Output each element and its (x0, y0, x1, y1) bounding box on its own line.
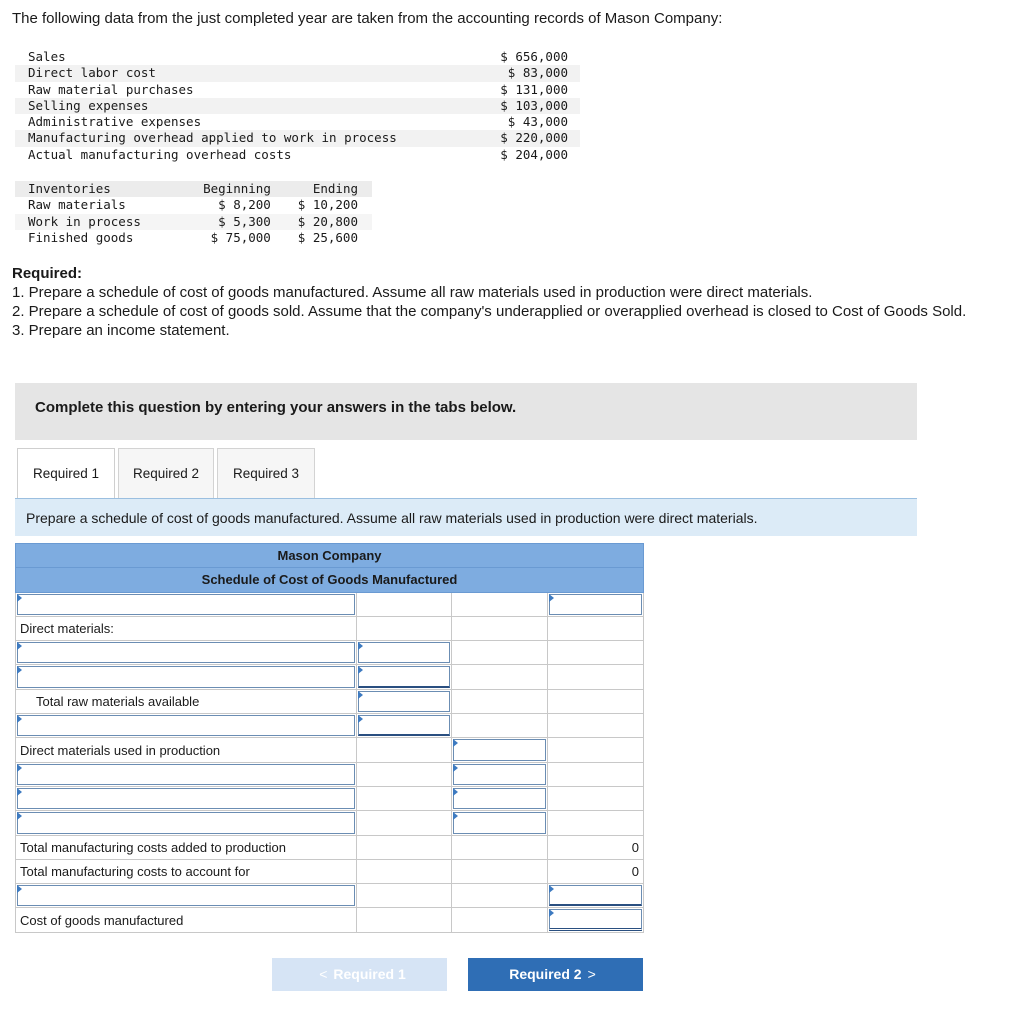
cogm-label: Cost of goods manufactured (20, 912, 184, 928)
inventory-row (15, 230, 372, 246)
record-row (15, 130, 580, 146)
tab-required-3[interactable]: Required 3 (217, 448, 315, 498)
inventory-row (15, 197, 372, 213)
table-row (16, 835, 644, 859)
total-costs-added-label: Total manufacturing costs added to production (20, 839, 286, 855)
inventory-row (15, 214, 372, 230)
schedule-header-row (16, 544, 644, 568)
label-input[interactable] (17, 885, 355, 906)
table-row (16, 762, 644, 786)
label-input[interactable] (17, 764, 355, 785)
chevron-left-icon: < (319, 966, 328, 982)
label-input[interactable] (17, 594, 355, 615)
record-value: $ 103,000 (482, 98, 580, 114)
tab-required-1[interactable]: Required 1 (17, 448, 115, 499)
chevron-right-icon: > (587, 966, 596, 982)
table-row (16, 908, 644, 932)
record-label: Raw material purchases (28, 81, 194, 97)
table-row (16, 786, 644, 810)
amount-input[interactable] (453, 739, 546, 760)
inventories-table (15, 181, 372, 246)
table-row (16, 616, 644, 640)
inventory-ending: $ 10,200 (297, 197, 358, 213)
ending-header: Ending (275, 181, 372, 197)
table-row (16, 665, 644, 689)
instruction-text: Prepare a schedule of cost of goods manufactured. Assume all raw materials used in production were direct materials. (26, 510, 758, 526)
table-row (16, 811, 644, 835)
record-label: Direct labor cost (15, 65, 482, 81)
required-item: 3. Prepare an income statement. (12, 322, 230, 339)
amount-input[interactable] (453, 788, 546, 809)
record-label: Administrative expenses (28, 114, 202, 130)
label-input[interactable] (17, 642, 355, 663)
next-button[interactable] (468, 958, 643, 991)
total-costs-account-value: 0 (548, 859, 644, 883)
inventories-header-row (15, 181, 372, 197)
inventory-label: Raw materials (28, 197, 126, 213)
tab-required-2[interactable]: Required 2 (118, 448, 214, 498)
record-value: $ 131,000 (500, 81, 568, 97)
record-value: $ 204,000 (500, 146, 568, 162)
record-label: Sales (28, 49, 66, 64)
inventory-ending: $ 20,800 (275, 214, 372, 230)
record-row (15, 147, 580, 163)
next-button-label: Required 2 (509, 966, 582, 982)
amount-input[interactable] (358, 642, 450, 663)
amount-input[interactable] (453, 812, 546, 833)
schedule-table (15, 543, 644, 933)
record-row (15, 49, 580, 65)
table-row (16, 689, 644, 713)
direct-materials-label: Direct materials: (20, 621, 114, 637)
inventory-beginning: $ 75,000 (210, 229, 271, 245)
schedule-header-row (16, 568, 644, 592)
table-row (16, 859, 644, 883)
record-row (15, 98, 580, 114)
complete-question-text: Complete this question by entering your answers in the tabs below. (35, 399, 517, 416)
instruction-banner (15, 498, 917, 536)
inventory-ending: $ 25,600 (297, 229, 358, 245)
inventory-beginning: $ 8,200 (218, 197, 271, 213)
amount-input[interactable] (358, 691, 450, 712)
record-value: $ 43,000 (507, 114, 568, 130)
amount-input[interactable] (549, 594, 642, 615)
inventory-label: Finished goods (28, 229, 134, 245)
previous-button-label: Required 1 (333, 966, 406, 982)
record-row (15, 82, 580, 98)
table-row (16, 884, 644, 908)
label-input[interactable] (17, 812, 355, 833)
direct-materials-used-label: Direct materials used in production (20, 742, 221, 758)
total-costs-added-value: 0 (548, 835, 644, 859)
amount-input[interactable] (453, 764, 546, 785)
table-row (16, 592, 644, 616)
label-input[interactable] (17, 666, 355, 687)
accounting-records-table (15, 49, 580, 163)
record-label: Manufacturing overhead applied to work in process (15, 130, 482, 146)
required-item: 2. Prepare a schedule of cost of goods sold. Assume that the company's underapplied or overapplied overhead is closed to Cost of Goods Sold. (12, 303, 967, 320)
total-costs-account-label: Total manufacturing costs to account for (20, 864, 250, 879)
amount-input[interactable] (549, 885, 642, 906)
record-label: Selling expenses (15, 98, 482, 114)
amount-input[interactable] (358, 715, 450, 736)
previous-button[interactable] (272, 958, 447, 991)
record-value: $ 220,000 (482, 130, 580, 146)
total-raw-materials-label: Total raw materials available (36, 693, 200, 709)
label-input[interactable] (17, 715, 355, 736)
table-row (16, 641, 644, 665)
table-row (16, 714, 644, 738)
complete-question-banner (15, 383, 917, 440)
table-row (16, 738, 644, 762)
schedule-title: Schedule of Cost of Goods Manufactured (16, 568, 644, 592)
required-section (12, 264, 1002, 340)
company-name: Mason Company (16, 544, 644, 568)
record-label: Actual manufacturing overhead costs (28, 146, 292, 162)
beginning-header: Beginning (184, 181, 275, 197)
required-heading: Required: (12, 265, 83, 282)
record-row (15, 65, 580, 81)
inventory-label: Work in process (15, 214, 184, 230)
intro-text: The following data from the just completed year are taken from the accounting records of Mason Company: (12, 10, 723, 27)
amount-input[interactable] (358, 666, 450, 687)
inventories-header: Inventories (15, 181, 184, 197)
label-input[interactable] (17, 788, 355, 809)
record-value: $ 656,000 (500, 49, 568, 64)
required-item: 1. Prepare a schedule of cost of goods manufactured. Assume all raw materials used in production were direct materials. (12, 284, 813, 301)
record-value: $ 83,000 (482, 65, 580, 81)
record-row (15, 114, 580, 130)
inventory-beginning: $ 5,300 (184, 214, 275, 230)
cogm-amount-input[interactable] (549, 909, 642, 930)
